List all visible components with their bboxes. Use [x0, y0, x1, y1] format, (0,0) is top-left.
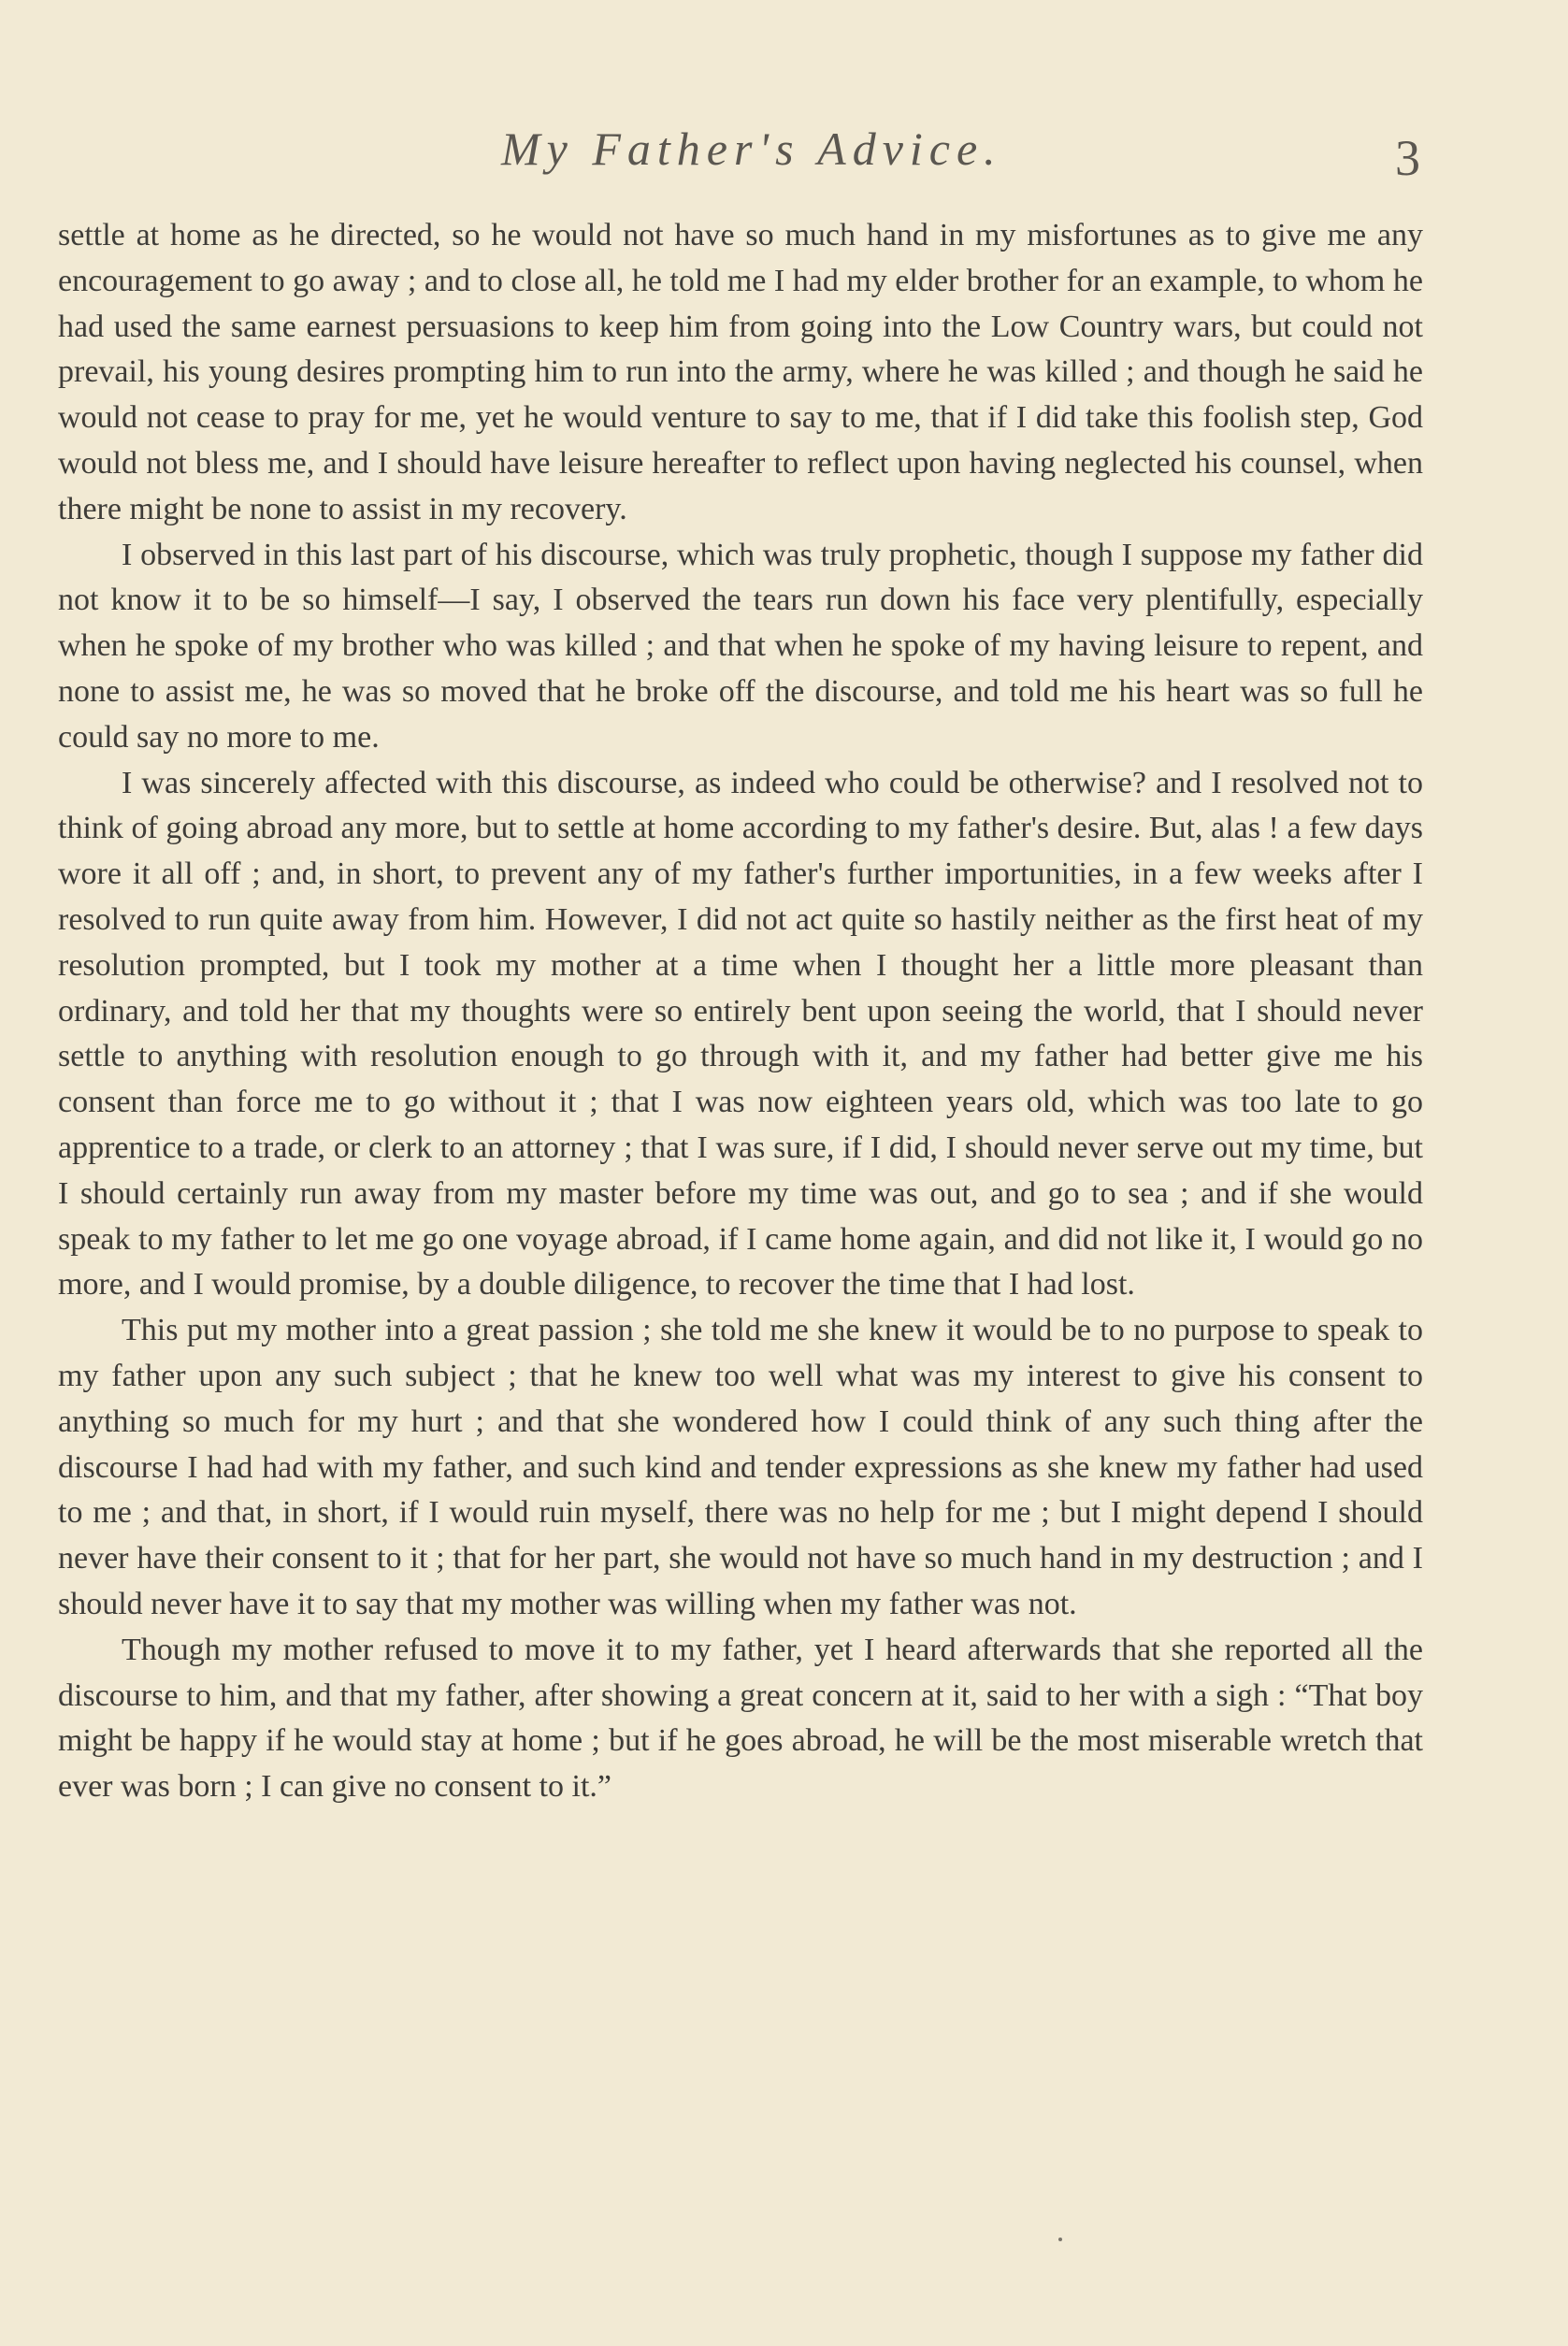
- paragraph: Though my mother refused to move it to my father, yet I heard afterwards that she reported all the discourse to him, and that my father, after showing a great concern at it, said to her with a sigh : “That boy might be happy if he would stay at home ; but if he goes abroad, he will be the most miserable wretch that ever was born ; I can give no consent to it.”: [58, 1632, 1423, 1805]
- page-header: [0, 112, 1568, 187]
- body-text: [58, 213, 1423, 1810]
- paragraph: This put my mother into a great passion ; she told me she knew it would be to no purpose to speak to my father upon any such subject ; that he knew too well what was my interest to give his consent to anything so much for my hurt ; and that she wondered how I could think of any such thing after the discourse I had had with my father, and such kind and tender expressions as she knew my father had used to me ; and that, in short, if I would ruin myself, there was no help for me ; but I might depend I should never have their consent to it ; that for her part, she would not have so much hand in my destruction ; and I should never have it to say that my mother was willing when my father was not.: [58, 1313, 1423, 1621]
- paragraph: I was sincerely affected with this discourse, as indeed who could be otherwise? and I resolved not to think of going abroad any more, but to settle at home according to my father's desire. But, alas ! a few days wore it all off ; and, in short, to prevent any of my father's further importunities, in a few weeks after I resolved to run quite away from him. However, I did not act quite so hastily neither as the first heat of my resolution prompted, but I took my mother at a time when I thought her a little more pleasant than ordinary, and told her that my thoughts were so entirely bent upon seeing the world, that I should never settle to anything with resolution enough to go through with it, and my father had better give me his consent than force me to go without it ; that I was now eighteen years old, which was too late to go apprentice to a trade, or clerk to an attorney ; that I was sure, if I did, I should never serve out my time, but I should certainly run away from my master before my time was out, and go to sea ; and if she would speak to my father to let me go one voyage abroad, if I came home again, and did not like it, I would go no more, and I would promise, by a double diligence, to recover the time that I had lost.: [58, 765, 1423, 1303]
- page-number: 3: [1395, 130, 1420, 186]
- ink-speck: [1058, 2238, 1062, 2241]
- paragraph: I observed in this last part of his discourse, which was truly prophetic, though I suppose my father did not know it to be so himself—I say, I observed the tears run down his face very plentifully, especially when he spoke of my brother who was killed ; and that when he spoke of my having leisure to repent, and none to assist me, he was so moved that he broke off the discourse, and told me his heart was so full he could say no more to me.: [58, 537, 1423, 755]
- paragraph: settle at home as he directed, so he would not have so much hand in my misfortunes as to give me any encouragement to go away ; and to close all, he told me I had my elder brother for an example, to whom he had used the same earnest persuasions to keep him from going into the Low Country wars, but could not prevail, his young desires prompting him to run into the army, where he was killed ; and though he said he would not cease to pray for me, yet he would venture to say to me, that if I did take this foolish step, God would not bless me, and I should have leisure hereafter to reflect upon having neglected his counsel, when there might be none to assist in my recovery.: [58, 218, 1423, 526]
- running-title: My Father's Advice.: [501, 122, 1002, 175]
